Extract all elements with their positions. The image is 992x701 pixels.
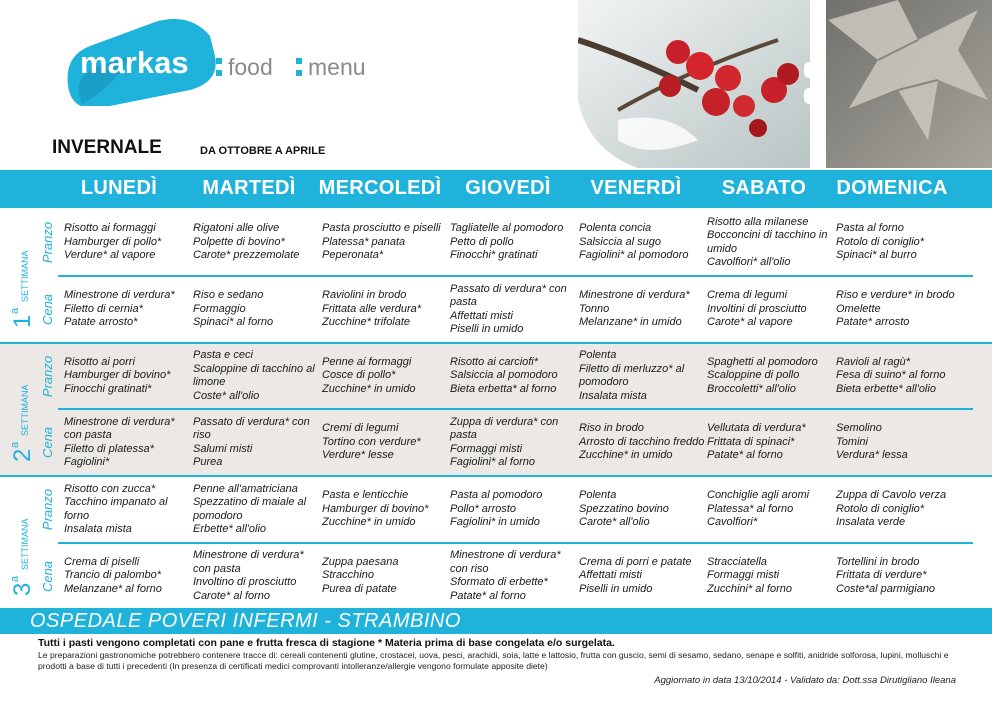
dish: Risotto alla milanese bbox=[707, 215, 809, 228]
dish: Bocconcini di tacchino in umido bbox=[707, 229, 828, 255]
menu-cell-w2-cena-giovedì bbox=[450, 410, 576, 475]
dish: Formaggi misti bbox=[450, 442, 523, 455]
week-3-label bbox=[2, 480, 42, 600]
menu-cell-w1-cena-giovedì bbox=[450, 277, 576, 342]
dish: Zuppa paesana bbox=[322, 555, 399, 568]
dish: Passato di verdura* con pasta bbox=[450, 282, 567, 308]
dish: Finocchi gratinati* bbox=[64, 382, 152, 395]
menu-cell-w1-pranzo-sabato bbox=[707, 210, 833, 275]
menu-cell-w1-cena-mercoledì bbox=[322, 277, 448, 342]
dish: Hamburger di pollo* bbox=[64, 235, 162, 248]
hospital-name: OSPEDALE POVERI INFERMI - STRAMBINO bbox=[30, 610, 461, 632]
week-1-label bbox=[2, 212, 42, 332]
menu-cell-w3-cena-mercoledì bbox=[322, 544, 448, 608]
season-period: DA OTTOBRE A APRILE bbox=[200, 145, 326, 157]
label-w2-cena: Cena bbox=[40, 426, 56, 459]
dish: Carote* al vapore bbox=[707, 316, 793, 329]
dish: Raviolini in brodo bbox=[322, 289, 407, 302]
dish: Risotto ai carciofi* bbox=[450, 355, 539, 368]
dish: Vellutata di verdura* bbox=[707, 422, 806, 435]
dish: Affettati misti bbox=[450, 309, 513, 322]
menu-cell-w1-cena-venerdì bbox=[579, 277, 705, 342]
dish: Involtino di prosciutto bbox=[193, 576, 297, 588]
dish: Cavolfiori* all'olio bbox=[707, 256, 791, 268]
menu-cell-w3-cena-giovedì bbox=[450, 544, 576, 608]
dish: Salsiccia al pomodoro bbox=[450, 369, 558, 382]
label-w3-cena: Cena bbox=[40, 560, 56, 592]
menu-cell-w3-cena-lunedì bbox=[64, 544, 190, 608]
dish: Fagiolini* al pomodoro bbox=[579, 249, 689, 262]
dish: Coste* all'olio bbox=[193, 389, 260, 402]
menu-cell-w1-pranzo-venerdì bbox=[579, 210, 705, 275]
menu-cell-w2-cena-domenica bbox=[836, 410, 962, 475]
menu-cell-w2-cena-sabato bbox=[707, 410, 833, 475]
day-mercoledi: MERCOLEDÌ bbox=[318, 177, 442, 199]
dish: Pasta prosciutto e piselli bbox=[322, 222, 441, 235]
dish: Filetto di cernia* bbox=[64, 302, 143, 315]
dish: Rotolo di coniglio* bbox=[836, 502, 925, 515]
brand-food: food bbox=[228, 54, 273, 80]
dish: Riso e verdure* in brodo bbox=[836, 289, 955, 302]
dish: Frittata di spinaci* bbox=[707, 435, 795, 448]
dish: Piselli in umido bbox=[579, 582, 653, 595]
dish: Spaghetti al pomodoro bbox=[707, 355, 818, 368]
menu-cell-w2-pranzo-domenica bbox=[836, 344, 962, 408]
dish: Purea bbox=[193, 456, 223, 468]
dish: Melanzane* al forno bbox=[64, 582, 162, 595]
menu-cell-w2-pranzo-venerdì bbox=[579, 344, 705, 408]
svg-text:1: 1 bbox=[9, 314, 36, 328]
brand-text: markas bbox=[80, 45, 189, 80]
dish: Tonno bbox=[579, 302, 610, 315]
dish: Cremi di legumi bbox=[322, 422, 399, 435]
menu-cell-w1-pranzo-lunedì bbox=[64, 210, 190, 275]
dish: Petto di pollo bbox=[450, 235, 514, 248]
dish: Formaggio bbox=[193, 302, 246, 315]
dish: Polpette di bovino* bbox=[193, 235, 285, 248]
dish: Cavolfiori* bbox=[707, 516, 758, 529]
dish: Spinaci* al forno bbox=[193, 316, 274, 329]
dish: Erbette* all'olio bbox=[193, 523, 267, 535]
label-w1-pranzo: Pranzo bbox=[40, 221, 56, 264]
menu-cell-w3-cena-martedì bbox=[193, 544, 319, 608]
menu-cell-w2-cena-martedì bbox=[193, 410, 319, 475]
dish: Tortellini in brodo bbox=[836, 555, 920, 568]
dish: Frittata alle verdura* bbox=[322, 302, 422, 315]
dish: Penne all'amatriciana bbox=[193, 482, 298, 495]
dish: Fagiolini* bbox=[64, 456, 110, 468]
dish: Peperonata* bbox=[322, 249, 384, 262]
dish: Tacchino impanato al forno bbox=[64, 496, 168, 522]
dish: Purea di patate bbox=[322, 582, 397, 595]
dish: Affettati misti bbox=[579, 569, 642, 582]
update-info: Aggiornato in data 13/10/2014 - Validato da: Dott.ssa Dirutigliano Ileana bbox=[654, 675, 956, 686]
dish: Polenta bbox=[579, 489, 617, 502]
dish: Zucchine* trifolate bbox=[322, 316, 411, 329]
dish: Platessa* panata bbox=[322, 235, 406, 248]
dish: Platessa* al forno bbox=[707, 502, 794, 515]
dish: Melanzane* in umido bbox=[579, 316, 682, 329]
week-2-label bbox=[2, 346, 42, 466]
dish: Risotto ai formaggi bbox=[64, 222, 156, 235]
dish: Carote* all'olio bbox=[579, 516, 650, 529]
day-giovedi: GIOVEDÌ bbox=[465, 177, 551, 199]
day-sabato: SABATO bbox=[721, 177, 807, 199]
dish: Pasta e lenticchie bbox=[322, 489, 409, 502]
menu-cell-w1-pranzo-mercoledì bbox=[322, 210, 448, 275]
menu-cell-w2-cena-lunedì bbox=[64, 410, 190, 475]
dish: Passato di verdura* con riso bbox=[193, 415, 310, 441]
dish: Zucchini* al forno bbox=[707, 582, 792, 595]
dish: Finocchi* gratinati bbox=[450, 249, 538, 262]
menu-cell-w2-pranzo-mercoledì bbox=[322, 344, 448, 408]
menu-cell-w3-cena-domenica bbox=[836, 544, 962, 608]
day-domenica: DOMENICA bbox=[836, 177, 948, 199]
dish: Rigatoni alle olive bbox=[193, 222, 280, 235]
dish: Risotto ai porri bbox=[64, 355, 135, 368]
brand-menu: menu bbox=[308, 54, 366, 80]
dish: Zucchine* in umido bbox=[322, 382, 416, 395]
dish: Broccoletti* all'olio bbox=[707, 382, 796, 395]
dish: Riso e sedano bbox=[193, 289, 264, 302]
dish: Stracchino bbox=[322, 569, 374, 582]
dish: Arrosto di tacchino freddo bbox=[579, 435, 705, 448]
svg-text:a: a bbox=[9, 307, 21, 314]
dish: Ravioli al ragù* bbox=[836, 355, 910, 368]
menu-cell-w3-cena-venerdì bbox=[579, 544, 705, 608]
dish: Fesa di suino* al forno bbox=[836, 369, 946, 382]
dish: Tomini bbox=[836, 435, 868, 448]
dish: Zucchine* in umido bbox=[322, 516, 416, 529]
dish: Hamburger di bovino* bbox=[322, 502, 429, 515]
dish: Piselli in umido bbox=[450, 323, 524, 335]
menu-cell-w3-pranzo-mercoledì bbox=[322, 477, 448, 542]
dish: Pasta al forno bbox=[836, 222, 904, 235]
dish: Minestrone di verdura* con pasta bbox=[64, 415, 175, 441]
markas-logo bbox=[60, 16, 400, 106]
dish: Crema di piselli bbox=[64, 555, 140, 568]
menu-cell-w3-pranzo-lunedì bbox=[64, 477, 190, 542]
menu-cell-w1-cena-domenica bbox=[836, 277, 962, 342]
dish: Zuppa di verdura* con pasta bbox=[450, 415, 559, 441]
svg-text:a: a bbox=[9, 575, 21, 582]
dish: Crema di legumi bbox=[707, 289, 788, 302]
menu-cell-w2-pranzo-lunedì bbox=[64, 344, 190, 408]
menu-cell-w3-pranzo-domenica bbox=[836, 477, 962, 542]
menu-cell-w1-cena-lunedì bbox=[64, 277, 190, 342]
menu-cell-w2-pranzo-martedì bbox=[193, 344, 319, 408]
label-w3-pranzo: Pranzo bbox=[40, 488, 56, 531]
dish: Tortino con verdure* bbox=[322, 435, 421, 448]
dish: Patate* al forno bbox=[450, 589, 526, 602]
dish: Minestrone di verdura* con riso bbox=[450, 549, 561, 575]
dish: Filetto di platessa* bbox=[64, 442, 154, 455]
dish: Patate arrosto* bbox=[64, 316, 138, 329]
dish: Patate* al forno bbox=[707, 449, 783, 462]
dish: Omelette bbox=[836, 302, 881, 315]
menu-cell-w2-cena-venerdì bbox=[579, 410, 705, 475]
menu-cell-w2-pranzo-sabato bbox=[707, 344, 833, 408]
dish: Minestrone di verdura* bbox=[579, 289, 690, 302]
dish: Minestrone di verdura* bbox=[64, 289, 175, 302]
dish: Crema di porri e patate bbox=[579, 555, 692, 568]
dish: Fagiolini* in umido bbox=[450, 516, 540, 529]
dish: Hamburger di bovino* bbox=[64, 369, 171, 382]
dish: Pollo* arrosto bbox=[450, 502, 517, 515]
label-w2-pranzo: Pranzo bbox=[40, 355, 56, 397]
dish: Salumi misti bbox=[193, 442, 253, 455]
menu-cell-w1-cena-sabato bbox=[707, 277, 833, 342]
dish: Minestrone di verdura* con pasta bbox=[193, 549, 304, 575]
menu-cell-w1-pranzo-domenica bbox=[836, 210, 962, 275]
dish: Polenta concia bbox=[579, 222, 652, 235]
dish: Pasta e ceci bbox=[193, 349, 253, 361]
meal-note: Tutti i pasti vengono completati con pane e frutta fresca di stagione * Materia prima di base congelata e/o surgelata. bbox=[38, 637, 615, 649]
day-martedi: MARTEDÌ bbox=[202, 177, 296, 199]
dish: Sformato di erbette* bbox=[450, 576, 548, 588]
dish: Insalata mista bbox=[64, 523, 132, 535]
dish: Bieta erbette* all'olio bbox=[836, 382, 936, 395]
dish: Riso in brodo bbox=[579, 422, 644, 435]
season-title: INVERNALE bbox=[52, 137, 162, 158]
dish: Fagiolini* al forno bbox=[450, 456, 535, 468]
dish: Salsiccia al sugo bbox=[579, 235, 661, 248]
svg-text:3: 3 bbox=[9, 582, 36, 596]
dish: Frittata di verdure* bbox=[836, 569, 927, 582]
day-lunedi: LUNEDÌ bbox=[80, 177, 158, 199]
dish: Scaloppine di pollo bbox=[707, 369, 800, 382]
menu-cell-w1-cena-martedì bbox=[193, 277, 319, 342]
menu-cell-w3-pranzo-martedì bbox=[193, 477, 319, 542]
menu-cell-w3-cena-sabato bbox=[707, 544, 833, 608]
menu-cell-w2-pranzo-giovedì bbox=[450, 344, 576, 408]
dish: Semolino bbox=[836, 422, 882, 435]
dish: Coste*al parmigiano bbox=[836, 582, 936, 595]
dish: Insalata verde bbox=[836, 516, 906, 529]
dish: Formaggi misti bbox=[707, 569, 780, 582]
menu-cell-w1-pranzo-martedì bbox=[193, 210, 319, 275]
dish: Involtini di prosciutto bbox=[707, 302, 807, 315]
dish: Spezzatino bovino bbox=[579, 502, 669, 515]
allergen-note: Le preparazioni gastronomiche potrebbero contenere tracce di: cereali contenenti glutine, crostacei, uova, pesci, arachidi, soia, latte e lattosio, frutta con guscio, semi di sesamo, sedano, senape e solfiti, anidride solforosa, lupini, molluschi e prodotti a base di tutti i precedenti (In presenza di certificati medici comprovanti intolleranze/allergie vengono formulate apposite diete) bbox=[38, 650, 949, 671]
menu-cell-w2-cena-mercoledì bbox=[322, 410, 448, 475]
menu-cell-w3-pranzo-giovedì bbox=[450, 477, 576, 542]
winter-photos bbox=[578, 0, 992, 168]
dish: Scaloppine di tacchino al limone bbox=[193, 362, 315, 388]
dish: Verdure* al vapore bbox=[64, 249, 156, 262]
svg-text:SETTIMANA: SETTIMANA bbox=[20, 250, 30, 302]
dish: Zuppa di Cavolo verza bbox=[836, 489, 947, 502]
dish: Insalata mista bbox=[579, 389, 647, 402]
svg-text:SETTIMANA: SETTIMANA bbox=[20, 518, 30, 570]
menu-cell-w1-pranzo-giovedì bbox=[450, 210, 576, 275]
dish: Zucchine* in umido bbox=[579, 449, 673, 462]
dish: Polenta bbox=[579, 349, 617, 361]
dish: Penne ai formaggi bbox=[322, 355, 412, 368]
dish: Tagliatelle al pomodoro bbox=[450, 222, 564, 235]
dish: Pasta al pomodoro bbox=[450, 489, 543, 502]
dish: Verdure* lesse bbox=[322, 449, 394, 462]
svg-text:SETTIMANA: SETTIMANA bbox=[20, 384, 30, 436]
dish: Stracciatella bbox=[707, 555, 767, 568]
day-venerdi: VENERDÌ bbox=[590, 177, 682, 199]
label-w1-cena: Cena bbox=[40, 293, 56, 326]
dish: Risotto con zucca* bbox=[64, 482, 156, 495]
svg-text:a: a bbox=[9, 441, 21, 448]
dish: Trancio di palombo* bbox=[64, 569, 162, 582]
menu-cell-w3-pranzo-sabato bbox=[707, 477, 833, 542]
dish: Bieta erbetta* al forno bbox=[450, 382, 557, 395]
svg-text:2: 2 bbox=[9, 448, 36, 462]
dish: Verdura* lessa bbox=[836, 449, 908, 462]
dish: Spinaci* al burro bbox=[836, 249, 917, 262]
dish: Filetto di merluzzo* al pomodoro bbox=[579, 362, 685, 388]
dish: Rotolo di coniglio* bbox=[836, 235, 925, 248]
dish: Patate* arrosto bbox=[836, 316, 910, 329]
dish: Conchiglie agli aromi bbox=[707, 489, 810, 502]
dish: Carote* prezzemolate bbox=[193, 249, 300, 262]
menu-cell-w3-pranzo-venerdì bbox=[579, 477, 705, 542]
dish: Cosce di pollo* bbox=[322, 369, 396, 382]
dish: Spezzatino di maiale al pomodoro bbox=[193, 496, 307, 522]
dish: Carote* al forno bbox=[193, 589, 271, 602]
